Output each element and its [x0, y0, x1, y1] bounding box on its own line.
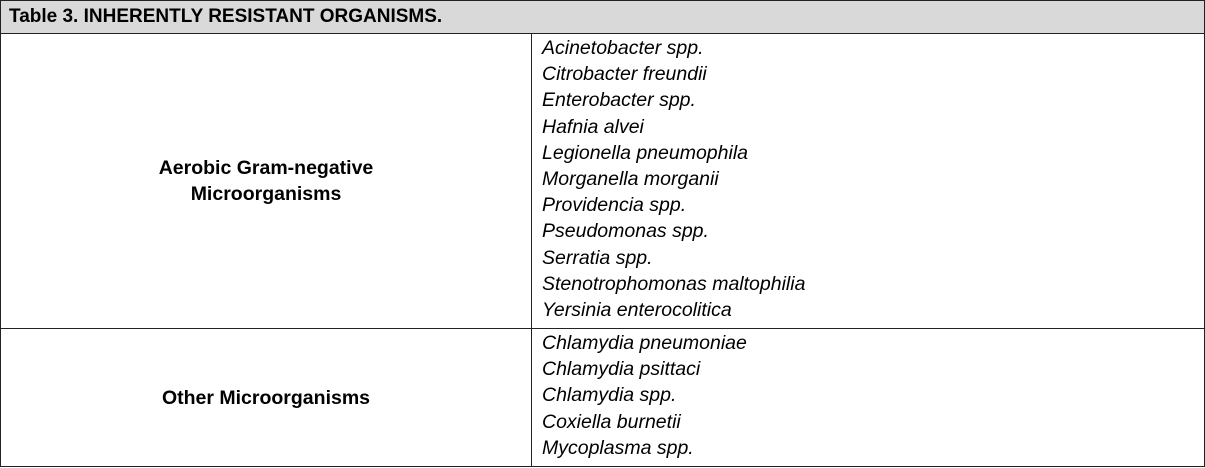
organism-item: Acinetobacter spp. [542, 37, 704, 59]
table-caption-row [1, 1, 1205, 34]
organism-list-cell [532, 34, 1205, 329]
organism-item: Coxiella burnetii [542, 410, 681, 433]
organism-item: Providencia spp. [542, 194, 687, 217]
organism-item: Hafnia alvei [542, 115, 644, 138]
organism-item: Citrobacter freundii [542, 63, 707, 86]
group-label-cell [1, 329, 532, 467]
organism-list [542, 329, 1204, 463]
group-label-cell [1, 34, 532, 329]
organism-item: Chlamydia psittaci [542, 358, 701, 381]
organism-item: Serratia spp. [542, 246, 653, 269]
organism-item: Pseudomonas spp. [542, 220, 709, 243]
organism-item: Legionella pneumophila [542, 141, 748, 164]
group-label: Aerobic Gram-negative Microorganisms [158, 157, 374, 205]
organism-list [542, 34, 1204, 325]
organism-item: Mycoplasma spp. [542, 436, 694, 459]
organism-item: Chlamydia spp. [542, 384, 677, 407]
organism-item: Enterobacter spp. [542, 89, 696, 112]
organism-list-cell [532, 329, 1205, 467]
group-label: Other Microorganisms [161, 386, 371, 409]
table-row [1, 34, 1205, 329]
organism-item: Yersinia enterocolitica [542, 299, 732, 322]
organism-item: Morganella morganii [542, 168, 719, 191]
table-row [1, 329, 1205, 467]
organism-item: Stenotrophomonas maltophilia [542, 272, 806, 295]
organism-item: Chlamydia pneumoniae [542, 332, 747, 354]
table-caption: Table 3. INHERENTLY RESISTANT ORGANISMS. [1, 1, 1205, 34]
